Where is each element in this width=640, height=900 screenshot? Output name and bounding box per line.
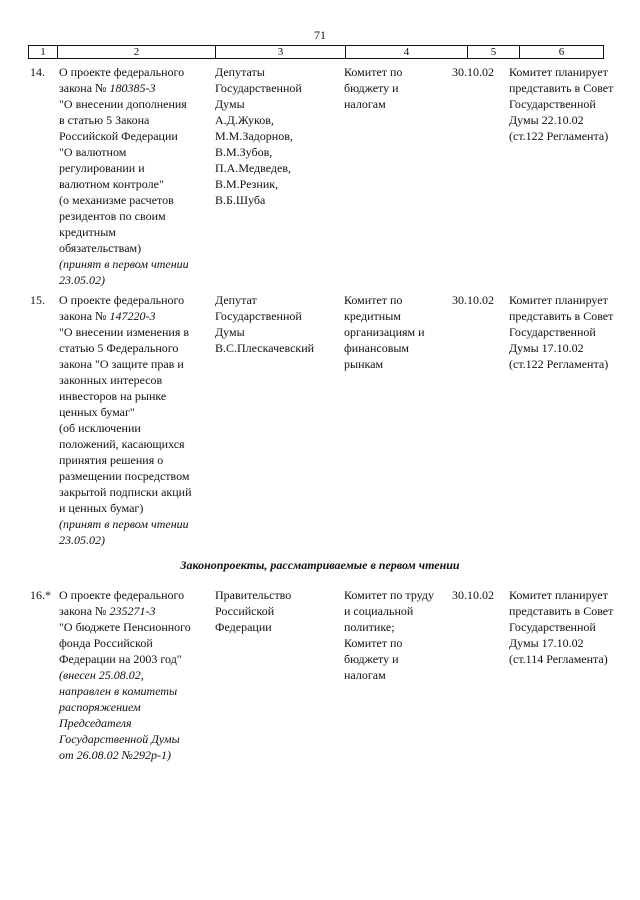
bill-note-line: 23.05.02): [59, 533, 105, 547]
bill-title-line: Федерации на 2003 год": [59, 652, 182, 666]
committee-line: Комитет по: [344, 293, 403, 307]
plan-line: представить в Совет: [509, 81, 614, 95]
row-number: 15.: [30, 293, 45, 307]
committee-line: Комитет по: [344, 636, 403, 650]
bill-title-line: (об исключении: [59, 421, 141, 435]
bill-title-line: и ценных бумаг): [59, 501, 144, 515]
committee-line: бюджету и: [344, 81, 399, 95]
table-header: [28, 45, 604, 59]
bill-title-line: законных интересов: [59, 373, 163, 387]
committee-line: рынкам: [344, 357, 384, 371]
committee-line: и социальной: [344, 604, 414, 618]
date: 30.10.02: [452, 588, 494, 602]
bill-title-line: "О внесении дополнения: [59, 97, 187, 111]
author-line: Государственной: [215, 309, 302, 323]
committee-line: кредитным: [344, 309, 401, 323]
bill-title-line: статью 5 Федерального: [59, 341, 179, 355]
author-line: В.М.Резник,: [215, 177, 279, 191]
author-line: Думы: [215, 325, 245, 339]
bill-title-line: кредитным: [59, 225, 116, 239]
plan-line: Комитет планирует: [509, 65, 608, 79]
page-number: 71: [314, 28, 326, 42]
bill-law-number: закона № 147220-3: [59, 309, 156, 323]
bill-note-line: Председателя: [59, 716, 132, 730]
plan: [509, 292, 624, 372]
section-title: Законопроекты, рассматриваемые в первом чтении: [180, 558, 460, 572]
header-col-3: 3: [215, 46, 345, 58]
bill-title-line: О проекте федерального: [59, 293, 185, 307]
committee-line: налогам: [344, 97, 386, 111]
plan-line: Думы 17.10.02: [509, 636, 584, 650]
bill-title-line: размещении посредством: [59, 469, 190, 483]
committee-line: налогам: [344, 668, 386, 682]
committee-line: Комитет по труду: [344, 588, 435, 602]
bill-title-line: обязательствам): [59, 241, 142, 255]
committee-line: финансовым: [344, 341, 410, 355]
bill-law-number: закона № 235271-3: [59, 604, 156, 618]
bill-title-line: О проекте федерального: [59, 588, 185, 602]
bill-title: [59, 292, 207, 548]
plan-line: Государственной: [509, 325, 596, 339]
bill-title: [59, 64, 207, 288]
bill-title-line: положений, касающихся: [59, 437, 185, 451]
bill-title-line: валютном контроле": [59, 177, 164, 191]
bill-title-line: инвесторов на рынке: [59, 389, 167, 403]
author-line: Депутаты: [215, 65, 265, 79]
header-col-6: 6: [519, 46, 603, 58]
header-col-1: 1: [40, 46, 46, 58]
bill-title-line: ценных бумаг": [59, 405, 135, 419]
row-number: 16.*: [30, 588, 51, 602]
bill-note-line: распоряжением: [59, 700, 141, 714]
bill-title-line: "О внесении изменения в: [59, 325, 190, 339]
plan-line: Комитет планирует: [509, 588, 608, 602]
bill-title-line: "О валютном: [59, 145, 127, 159]
committee: [344, 64, 448, 112]
bill-note-line: (принят в первом чтении: [59, 517, 189, 531]
plan-line: Думы 22.10.02: [509, 113, 584, 127]
committee: [344, 292, 448, 372]
bill-note-line: Государственной Думы: [59, 732, 180, 746]
author-line: М.М.Задорнов,: [215, 129, 293, 143]
plan-line: представить в Совет: [509, 309, 614, 323]
plan-line: Думы 17.10.02: [509, 341, 584, 355]
bill-title-line: в статью 5 Закона: [59, 113, 150, 127]
date: 30.10.02: [452, 293, 494, 307]
row-number: 14.: [30, 65, 45, 79]
bill-title-line: (о механизме расчетов: [59, 193, 174, 207]
bill-note-line: от 26.08.02 №292р-1): [59, 748, 171, 762]
bill-title-line: "О бюджете Пенсионного: [59, 620, 191, 634]
author-line: Депутат: [215, 293, 257, 307]
bill-note-line: 23.05.02): [59, 273, 105, 287]
authors: [215, 64, 335, 208]
author-line: А.Д.Жуков,: [215, 113, 274, 127]
author-line: Думы: [215, 97, 245, 111]
plan-line: Комитет планирует: [509, 293, 608, 307]
bill-title-line: фонда Российской: [59, 636, 153, 650]
bill-title-line: Российской Федерации: [59, 129, 178, 143]
bill-note-line: (принят в первом чтении: [59, 257, 189, 271]
plan-line: (ст.114 Регламента): [509, 652, 608, 666]
author-line: В.М.Зубов,: [215, 145, 273, 159]
plan: [509, 64, 624, 144]
bill-title-line: резидентов по своим: [59, 209, 166, 223]
author-line: В.Б.Шуба: [215, 193, 266, 207]
bill-title: [59, 587, 207, 763]
bill-title-line: О проекте федерального: [59, 65, 185, 79]
plan-line: (ст.122 Регламента): [509, 357, 609, 371]
plan-line: Государственной: [509, 97, 596, 111]
header-col-4: 4: [345, 46, 467, 58]
author-line: Федерации: [215, 620, 272, 634]
plan-line: представить в Совет: [509, 604, 614, 618]
author-line: Государственной: [215, 81, 302, 95]
authors: [215, 292, 335, 356]
bill-law-number: закона № 180385-3: [59, 81, 156, 95]
date: 30.10.02: [452, 65, 494, 79]
plan-line: Государственной: [509, 620, 596, 634]
plan: [509, 587, 624, 667]
committee-line: организациям и: [344, 325, 425, 339]
authors: [215, 587, 335, 635]
header-col-2: 2: [57, 46, 215, 58]
committee-line: бюджету и: [344, 652, 399, 666]
bill-title-line: принятия решения о: [59, 453, 164, 467]
bill-title-line: закона "О защите прав и: [59, 357, 184, 371]
author-line: Правительство: [215, 588, 292, 602]
committee: [344, 587, 448, 683]
committee-line: Комитет по: [344, 65, 403, 79]
author-line: В.С.Плескачевский: [215, 341, 315, 355]
bill-title-line: закрытой подписки акций: [59, 485, 192, 499]
plan-line: (ст.122 Регламента): [509, 129, 609, 143]
bill-note-line: (внесен 25.08.02,: [59, 668, 144, 682]
author-line: Российской: [215, 604, 275, 618]
bill-title-line: регулировании и: [59, 161, 145, 175]
author-line: П.А.Медведев,: [215, 161, 291, 175]
bill-note-line: направлен в комитеты: [59, 684, 178, 698]
committee-line: политике;: [344, 620, 395, 634]
header-col-5: 5: [467, 46, 519, 58]
